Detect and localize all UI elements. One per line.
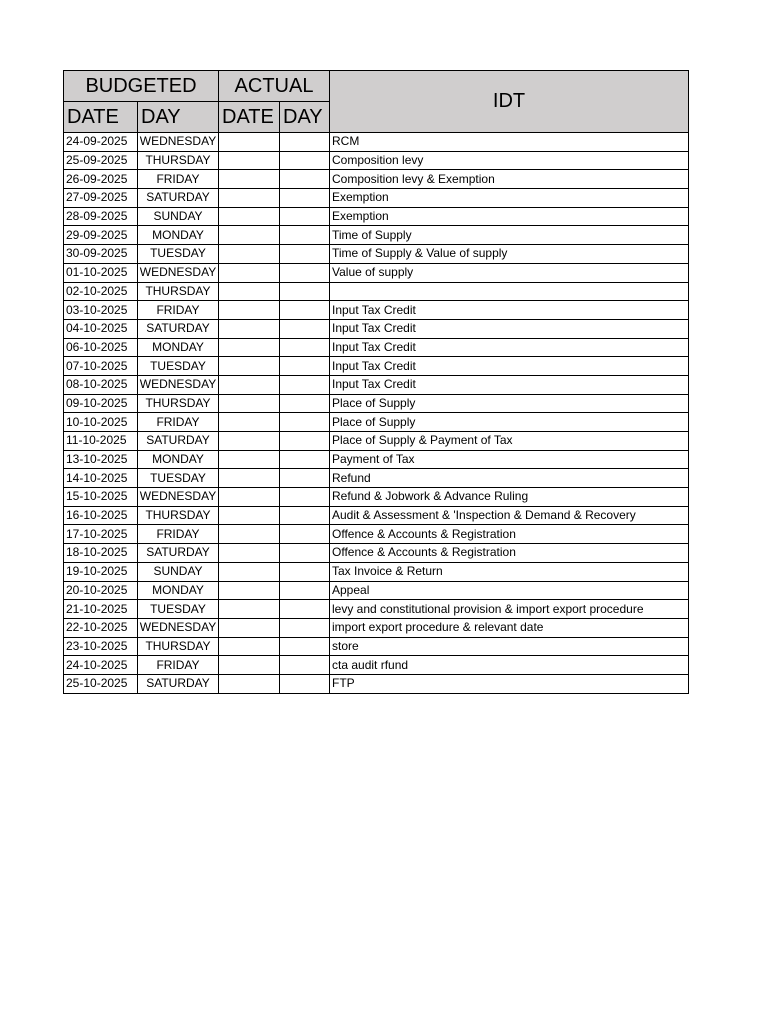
idt-topic-cell[interactable]: cta audit rfund: [330, 656, 689, 675]
actual-day-cell[interactable]: [280, 506, 330, 525]
table-body: [64, 133, 689, 694]
budgeted-date-cell[interactable]: 10-10-2025: [64, 413, 138, 432]
idt-topic-cell[interactable]: FTP: [330, 674, 689, 693]
table-row: [64, 226, 689, 245]
budgeted-date-cell[interactable]: 22-10-2025: [64, 618, 138, 637]
idt-topic-cell[interactable]: Audit & Assessment & 'Inspection & Demand & Recovery: [330, 506, 689, 525]
budgeted-day-cell[interactable]: MONDAY: [138, 450, 219, 469]
actual-day-cell[interactable]: [280, 413, 330, 432]
table-row: [64, 450, 689, 469]
actual-date-cell[interactable]: [219, 432, 280, 451]
table-row: [64, 618, 689, 637]
budgeted-day-cell[interactable]: SATURDAY: [138, 674, 219, 693]
actual-date-cell[interactable]: [219, 133, 280, 152]
table-header: [64, 71, 689, 133]
budgeted-date-cell[interactable]: 21-10-2025: [64, 600, 138, 619]
actual-date-cell[interactable]: [219, 375, 280, 394]
idt-topic-cell[interactable]: Refund: [330, 469, 689, 488]
actual-date-cell[interactable]: [219, 394, 280, 413]
table-row: [64, 600, 689, 619]
actual-date-cell[interactable]: [219, 170, 280, 189]
budgeted-day-header: DAY: [138, 102, 219, 133]
idt-topic-cell[interactable]: Refund & Jobwork & Advance Ruling: [330, 488, 689, 507]
budgeted-date-cell[interactable]: 19-10-2025: [64, 562, 138, 581]
actual-date-cell[interactable]: [219, 245, 280, 264]
budgeted-date-cell[interactable]: 17-10-2025: [64, 525, 138, 544]
header-group-row: [64, 71, 689, 102]
table-row: [64, 413, 689, 432]
idt-topic-cell[interactable]: Composition levy & Exemption: [330, 170, 689, 189]
actual-date-cell[interactable]: [219, 506, 280, 525]
idt-topic-cell[interactable]: import export procedure & relevant date: [330, 618, 689, 637]
actual-date-cell[interactable]: [219, 562, 280, 581]
actual-day-cell[interactable]: [280, 581, 330, 600]
idt-topic-cell[interactable]: Place of Supply: [330, 413, 689, 432]
table-row: [64, 506, 689, 525]
budgeted-date-cell[interactable]: 24-10-2025: [64, 656, 138, 675]
actual-day-cell[interactable]: [280, 562, 330, 581]
actual-day-cell[interactable]: [280, 151, 330, 170]
budgeted-date-cell[interactable]: 25-10-2025: [64, 674, 138, 693]
idt-topic-cell[interactable]: Place of Supply: [330, 394, 689, 413]
actual-day-cell[interactable]: [280, 469, 330, 488]
idt-topic-cell[interactable]: Payment of Tax: [330, 450, 689, 469]
idt-topic-cell[interactable]: store: [330, 637, 689, 656]
table-row: [64, 133, 689, 152]
actual-day-cell[interactable]: [280, 375, 330, 394]
table-row: [64, 469, 689, 488]
budgeted-date-cell[interactable]: 13-10-2025: [64, 450, 138, 469]
actual-date-cell[interactable]: [219, 357, 280, 376]
idt-topic-cell[interactable]: Exemption: [330, 189, 689, 208]
budgeted-date-cell[interactable]: 01-10-2025: [64, 263, 138, 282]
table-row: [64, 189, 689, 208]
budgeted-day-cell[interactable]: THURSDAY: [138, 506, 219, 525]
actual-day-cell[interactable]: [280, 245, 330, 264]
table-row: [64, 488, 689, 507]
budgeted-date-cell[interactable]: 20-10-2025: [64, 581, 138, 600]
actual-day-cell[interactable]: [280, 301, 330, 320]
idt-topic-cell[interactable]: Appeal: [330, 581, 689, 600]
idt-topic-cell[interactable]: Offence & Accounts & Registration: [330, 544, 689, 563]
actual-header: ACTUAL: [219, 71, 330, 102]
budgeted-day-cell[interactable]: WEDNESDAY: [138, 375, 219, 394]
actual-day-cell[interactable]: [280, 319, 330, 338]
budgeted-date-cell[interactable]: 03-10-2025: [64, 301, 138, 320]
budgeted-date-cell[interactable]: 04-10-2025: [64, 319, 138, 338]
actual-day-cell[interactable]: [280, 282, 330, 301]
idt-topic-cell[interactable]: Input Tax Credit: [330, 301, 689, 320]
budgeted-day-cell[interactable]: FRIDAY: [138, 525, 219, 544]
idt-topic-cell[interactable]: RCM: [330, 133, 689, 152]
budgeted-day-cell[interactable]: SUNDAY: [138, 207, 219, 226]
budgeted-day-cell[interactable]: THURSDAY: [138, 151, 219, 170]
idt-topic-cell[interactable]: Input Tax Credit: [330, 357, 689, 376]
table-row: [64, 207, 689, 226]
actual-day-cell[interactable]: [280, 656, 330, 675]
table-row: [64, 375, 689, 394]
budgeted-date-cell[interactable]: 02-10-2025: [64, 282, 138, 301]
budgeted-day-cell[interactable]: FRIDAY: [138, 301, 219, 320]
actual-date-cell[interactable]: [219, 637, 280, 656]
table-row: [64, 432, 689, 451]
budgeted-day-cell[interactable]: TUESDAY: [138, 245, 219, 264]
actual-date-cell[interactable]: [219, 674, 280, 693]
actual-date-cell[interactable]: [219, 207, 280, 226]
actual-date-cell[interactable]: [219, 618, 280, 637]
budgeted-date-cell[interactable]: 24-09-2025: [64, 133, 138, 152]
budgeted-date-cell[interactable]: 08-10-2025: [64, 375, 138, 394]
budgeted-date-cell[interactable]: 14-10-2025: [64, 469, 138, 488]
actual-day-cell[interactable]: [280, 263, 330, 282]
budgeted-date-cell[interactable]: 07-10-2025: [64, 357, 138, 376]
actual-date-cell[interactable]: [219, 151, 280, 170]
budgeted-date-cell[interactable]: 16-10-2025: [64, 506, 138, 525]
table-row: [64, 674, 689, 693]
idt-topic-cell[interactable]: Offence & Accounts & Registration: [330, 525, 689, 544]
budgeted-day-cell[interactable]: WEDNESDAY: [138, 133, 219, 152]
budgeted-day-cell[interactable]: THURSDAY: [138, 637, 219, 656]
actual-date-cell[interactable]: [219, 413, 280, 432]
budgeted-day-cell[interactable]: MONDAY: [138, 226, 219, 245]
idt-topic-cell[interactable]: Input Tax Credit: [330, 319, 689, 338]
table-row: [64, 525, 689, 544]
actual-date-cell[interactable]: [219, 226, 280, 245]
actual-date-cell[interactable]: [219, 581, 280, 600]
budgeted-day-cell[interactable]: FRIDAY: [138, 656, 219, 675]
actual-date-header: DATE: [219, 102, 280, 133]
idt-topic-cell[interactable]: Time of Supply & Value of supply: [330, 245, 689, 264]
actual-day-cell[interactable]: [280, 357, 330, 376]
actual-day-cell[interactable]: [280, 394, 330, 413]
actual-day-cell[interactable]: [280, 637, 330, 656]
table-row: [64, 151, 689, 170]
budgeted-date-cell[interactable]: 25-09-2025: [64, 151, 138, 170]
actual-date-cell[interactable]: [219, 263, 280, 282]
actual-day-cell[interactable]: [280, 170, 330, 189]
actual-date-cell[interactable]: [219, 301, 280, 320]
table-row: [64, 301, 689, 320]
budgeted-header: BUDGETED: [64, 71, 219, 102]
actual-day-cell[interactable]: [280, 544, 330, 563]
actual-day-cell[interactable]: [280, 189, 330, 208]
budgeted-date-header: DATE: [64, 102, 138, 133]
budgeted-date-cell[interactable]: 09-10-2025: [64, 394, 138, 413]
actual-date-cell[interactable]: [219, 544, 280, 563]
budgeted-day-cell[interactable]: TUESDAY: [138, 600, 219, 619]
table-row: [64, 637, 689, 656]
budgeted-date-cell[interactable]: 15-10-2025: [64, 488, 138, 507]
actual-day-cell[interactable]: [280, 525, 330, 544]
actual-day-header: DAY: [280, 102, 330, 133]
table-row: [64, 581, 689, 600]
idt-topic-cell[interactable]: Time of Supply: [330, 226, 689, 245]
table-row: [64, 245, 689, 264]
actual-date-cell[interactable]: [219, 338, 280, 357]
actual-date-cell[interactable]: [219, 525, 280, 544]
budgeted-day-cell[interactable]: SATURDAY: [138, 432, 219, 451]
actual-date-cell[interactable]: [219, 319, 280, 338]
actual-date-cell[interactable]: [219, 450, 280, 469]
budgeted-date-cell[interactable]: 11-10-2025: [64, 432, 138, 451]
budgeted-day-cell[interactable]: FRIDAY: [138, 413, 219, 432]
table-row: [64, 357, 689, 376]
budgeted-day-cell[interactable]: SATURDAY: [138, 319, 219, 338]
table-row: [64, 394, 689, 413]
budgeted-date-cell[interactable]: 18-10-2025: [64, 544, 138, 563]
actual-day-cell[interactable]: [280, 674, 330, 693]
actual-day-cell[interactable]: [280, 133, 330, 152]
idt-topic-cell[interactable]: Value of supply: [330, 263, 689, 282]
actual-date-cell[interactable]: [219, 656, 280, 675]
budgeted-day-cell[interactable]: SATURDAY: [138, 189, 219, 208]
actual-date-cell[interactable]: [219, 488, 280, 507]
table-row: [64, 282, 689, 301]
budgeted-date-cell[interactable]: 28-09-2025: [64, 207, 138, 226]
idt-topic-cell[interactable]: Place of Supply & Payment of Tax: [330, 432, 689, 451]
table-row: [64, 170, 689, 189]
table-row: [64, 562, 689, 581]
budgeted-day-cell[interactable]: THURSDAY: [138, 394, 219, 413]
actual-day-cell[interactable]: [280, 450, 330, 469]
idt-topic-cell[interactable]: Input Tax Credit: [330, 375, 689, 394]
budgeted-date-cell[interactable]: 27-09-2025: [64, 189, 138, 208]
budgeted-day-cell[interactable]: SATURDAY: [138, 544, 219, 563]
budgeted-day-cell[interactable]: TUESDAY: [138, 357, 219, 376]
table-row: [64, 656, 689, 675]
budgeted-date-cell[interactable]: 29-09-2025: [64, 226, 138, 245]
idt-topic-cell[interactable]: Input Tax Credit: [330, 338, 689, 357]
idt-topic-cell[interactable]: Exemption: [330, 207, 689, 226]
actual-day-cell[interactable]: [280, 488, 330, 507]
actual-date-cell[interactable]: [219, 189, 280, 208]
schedule-table: [63, 70, 689, 694]
budgeted-day-cell[interactable]: SUNDAY: [138, 562, 219, 581]
budgeted-date-cell[interactable]: 26-09-2025: [64, 170, 138, 189]
budgeted-date-cell[interactable]: 30-09-2025: [64, 245, 138, 264]
actual-day-cell[interactable]: [280, 207, 330, 226]
budgeted-day-cell[interactable]: WEDNESDAY: [138, 488, 219, 507]
actual-date-cell[interactable]: [219, 600, 280, 619]
idt-topic-cell[interactable]: [330, 282, 689, 301]
actual-date-cell[interactable]: [219, 282, 280, 301]
budgeted-date-cell[interactable]: 06-10-2025: [64, 338, 138, 357]
budgeted-day-cell[interactable]: MONDAY: [138, 338, 219, 357]
table-row: [64, 263, 689, 282]
actual-date-cell[interactable]: [219, 469, 280, 488]
idt-topic-cell[interactable]: Tax Invoice & Return: [330, 562, 689, 581]
budgeted-day-cell[interactable]: FRIDAY: [138, 170, 219, 189]
table-row: [64, 319, 689, 338]
budgeted-day-cell[interactable]: THURSDAY: [138, 282, 219, 301]
budgeted-day-cell[interactable]: WEDNESDAY: [138, 618, 219, 637]
actual-day-cell[interactable]: [280, 618, 330, 637]
table-row: [64, 338, 689, 357]
budgeted-date-cell[interactable]: 23-10-2025: [64, 637, 138, 656]
idt-header: IDT: [330, 71, 689, 133]
actual-day-cell[interactable]: [280, 432, 330, 451]
actual-day-cell[interactable]: [280, 226, 330, 245]
budgeted-day-cell[interactable]: TUESDAY: [138, 469, 219, 488]
actual-day-cell[interactable]: [280, 600, 330, 619]
budgeted-day-cell[interactable]: MONDAY: [138, 581, 219, 600]
table-row: [64, 544, 689, 563]
idt-topic-cell[interactable]: levy and constitutional provision & import export procedure: [330, 600, 689, 619]
actual-day-cell[interactable]: [280, 338, 330, 357]
idt-topic-cell[interactable]: Composition levy: [330, 151, 689, 170]
budgeted-day-cell[interactable]: WEDNESDAY: [138, 263, 219, 282]
